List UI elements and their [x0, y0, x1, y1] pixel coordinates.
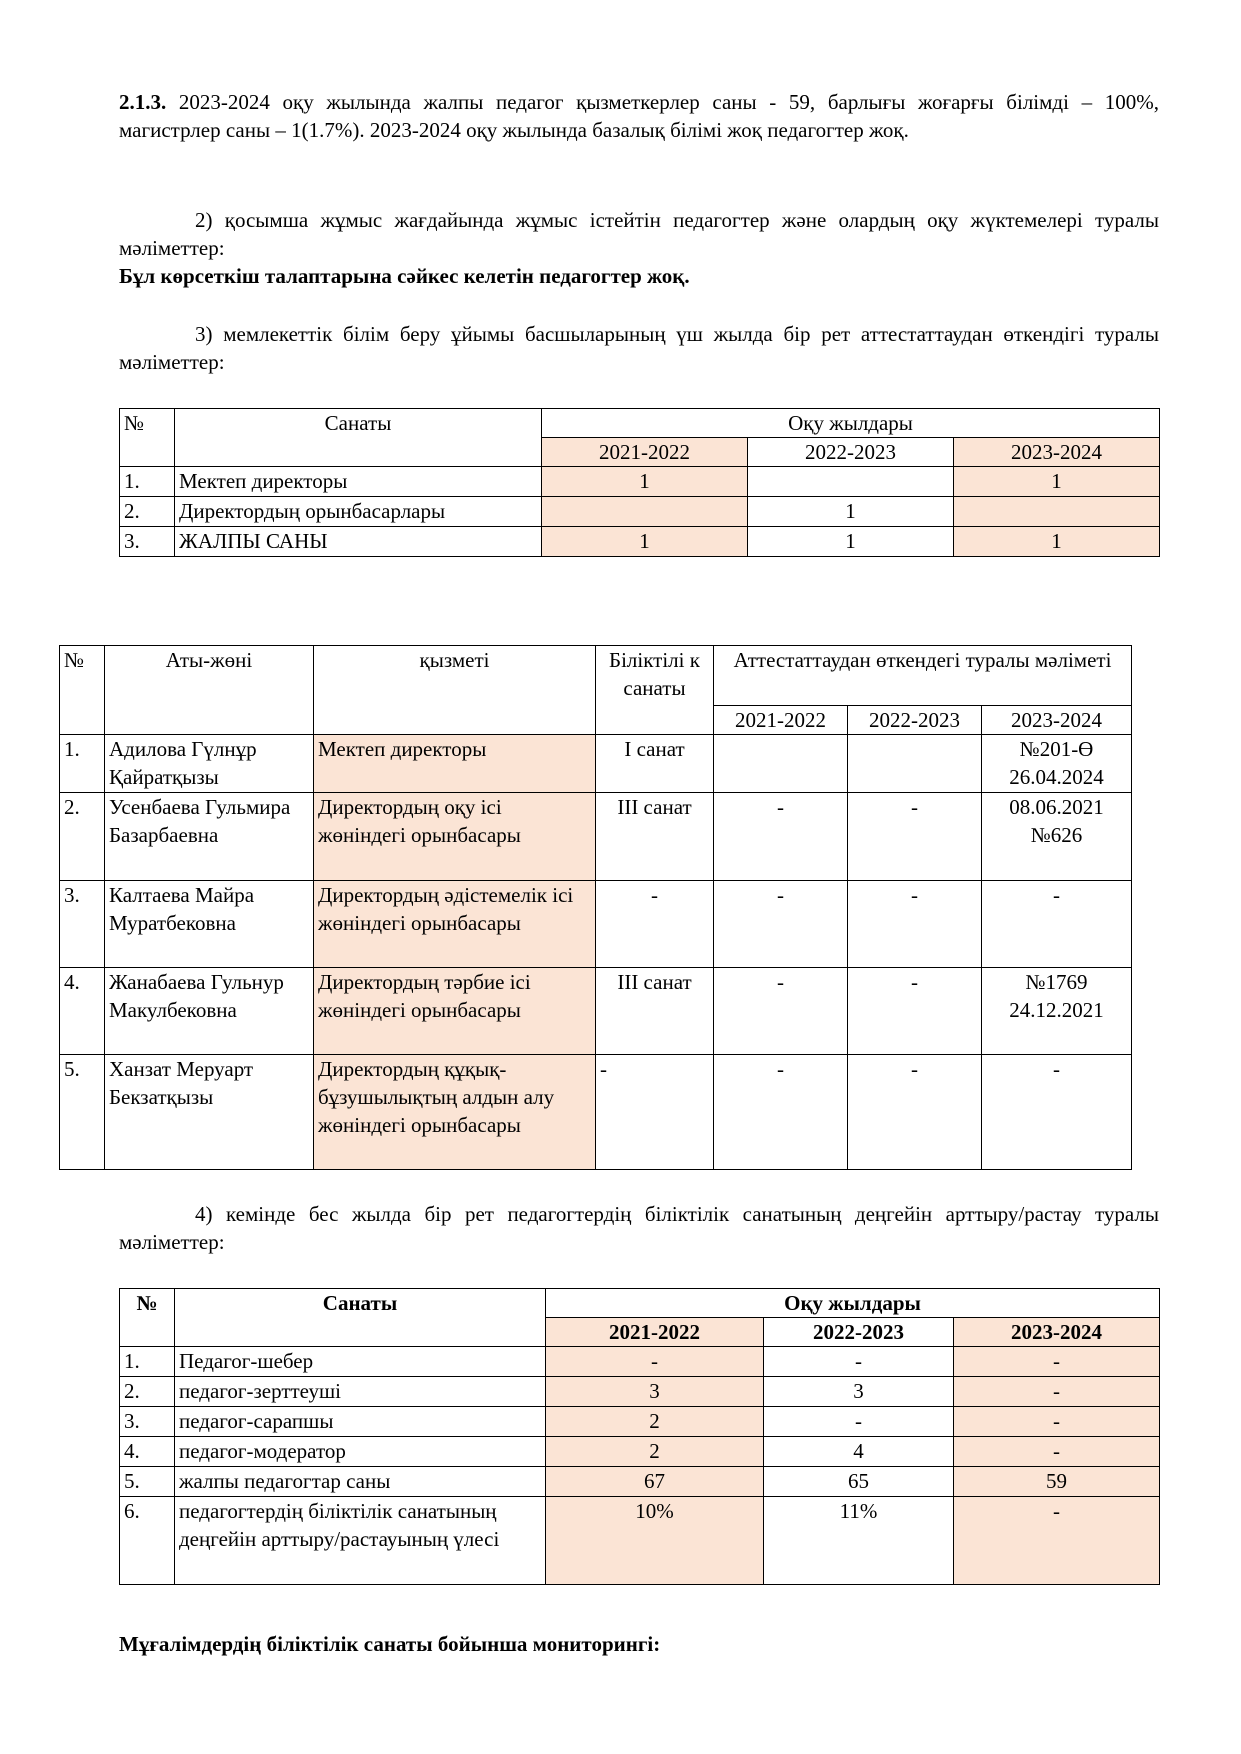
cell-value: -	[714, 968, 848, 1055]
cell-value: 08.06.2021 №626	[982, 793, 1132, 881]
row-number: 2.	[120, 1377, 175, 1407]
row-number: 2.	[60, 793, 105, 881]
monitoring-heading: Мұғалімдердің біліктілік санаты бойынша мониторингі:	[119, 1632, 661, 1656]
cell-value: -	[982, 881, 1132, 968]
row-number: 5.	[120, 1467, 175, 1497]
row-position: Мектеп директоры	[314, 735, 596, 793]
row-qualification: -	[596, 881, 714, 968]
row-number: 1.	[120, 467, 175, 497]
directors-attestation-table	[119, 408, 1160, 557]
cell-value: -	[764, 1407, 954, 1437]
cell-value: 3	[546, 1377, 764, 1407]
row-qualification: І санат	[596, 735, 714, 793]
year-header: 2021-2022	[714, 706, 848, 735]
section3-heading: 3) мемлекеттік білім беру ұйымы басшыларының үш жылда бір рет аттестаттаудан өткендігі туралы мәліметтер:	[119, 322, 1159, 374]
section2-heading: 2) қосымша жұмыс жағдайында жұмыс істейтін педагогтер және олардың оқу жүктемелері туралы мәліметтер:	[119, 208, 1159, 260]
cell-value: 65	[764, 1467, 954, 1497]
qualification-level-table	[119, 1288, 1160, 1585]
cell-value: 1	[954, 527, 1160, 557]
row-category: Мектеп директоры	[175, 467, 542, 497]
table-row	[120, 1467, 1160, 1497]
table-row	[120, 497, 1160, 527]
col-header-position: қызметі	[314, 646, 596, 735]
intro-paragraph	[119, 88, 1159, 144]
cell-value: -	[954, 1497, 1160, 1585]
cell-value: 59	[954, 1467, 1160, 1497]
table-row	[120, 1377, 1160, 1407]
row-number: 3.	[60, 881, 105, 968]
cell-value: 1	[954, 467, 1160, 497]
col-header-category: Санаты	[175, 409, 542, 467]
table-row	[60, 881, 1132, 968]
row-category: Директордың орынбасарлары	[175, 497, 542, 527]
table-row	[120, 527, 1160, 557]
row-name: Усенбаева Гульмира Базарбаевна	[105, 793, 314, 881]
cell-value: 3	[764, 1377, 954, 1407]
row-qualification: ІІІ санат	[596, 793, 714, 881]
table-row	[60, 968, 1132, 1055]
col-header-years: Оқу жылдары	[542, 409, 1160, 438]
table-row	[60, 1055, 1132, 1170]
row-number: 4.	[60, 968, 105, 1055]
cell-value	[748, 467, 954, 497]
year-header: 2022-2023	[764, 1318, 954, 1347]
year-header: 2021-2022	[542, 438, 748, 467]
table-row	[120, 1407, 1160, 1437]
cell-value: 2	[546, 1407, 764, 1437]
cell-value: 11%	[764, 1497, 954, 1585]
cell-value: -	[982, 1055, 1132, 1170]
table-row	[60, 735, 1132, 793]
row-category: педагог-модератор	[175, 1437, 546, 1467]
row-number: 4.	[120, 1437, 175, 1467]
cell-value: -	[954, 1437, 1160, 1467]
cell-value: -	[764, 1347, 954, 1377]
col-header-no: №	[60, 646, 105, 735]
row-category: педагогтердің біліктілік санатының деңгейін арттыру/растауының үлесі	[175, 1497, 546, 1585]
row-qualification: -	[596, 1055, 714, 1170]
cell-value: 1	[542, 467, 748, 497]
col-header-no: №	[120, 1289, 175, 1347]
col-header-years: Оқу жылдары	[546, 1289, 1160, 1318]
cell-value: 1	[542, 527, 748, 557]
table-row	[60, 793, 1132, 881]
row-number: 2.	[120, 497, 175, 527]
cell-value: -	[954, 1407, 1160, 1437]
cell-value: -	[714, 881, 848, 968]
row-category: жалпы педагогтар саны	[175, 1467, 546, 1497]
col-header-qualification: Біліктілі к санаты	[596, 646, 714, 735]
row-category: ЖАЛПЫ САНЫ	[175, 527, 542, 557]
row-name: Ханзат Меруарт Бекзатқызы	[105, 1055, 314, 1170]
cell-value: -	[848, 1055, 982, 1170]
row-position: Директордың құқық-бұзушылықтың алдын алу жөніндегі орынбасары	[314, 1055, 596, 1170]
row-number: 3.	[120, 527, 175, 557]
col-header-name: Аты-жөні	[105, 646, 314, 735]
cell-value	[848, 735, 982, 793]
row-position: Директордың оқу ісі жөніндегі орынбасары	[314, 793, 596, 881]
row-number: 3.	[120, 1407, 175, 1437]
row-name: Калтаева Майра Муратбековна	[105, 881, 314, 968]
cell-value: 10%	[546, 1497, 764, 1585]
intro-text: 2023-2024 оқу жылында жалпы педагог қызметкерлер саны - 59, барлығы жоғарғы білімді – 100%, магистрлер саны – 1(1.7%). 2023-2024 оқу жылында базалық білімі жоқ педагогтер жоқ.	[119, 90, 1159, 142]
year-header: 2023-2024	[982, 706, 1132, 735]
table-row	[120, 1497, 1160, 1585]
cell-value: 2	[546, 1437, 764, 1467]
row-number: 1.	[60, 735, 105, 793]
cell-value: -	[714, 793, 848, 881]
row-category: педагог-сарапшы	[175, 1407, 546, 1437]
table-row	[120, 1347, 1160, 1377]
cell-value: №1769 24.12.2021	[982, 968, 1132, 1055]
row-position: Директордың әдістемелік ісі жөніндегі орынбасары	[314, 881, 596, 968]
table-row	[120, 467, 1160, 497]
year-header: 2023-2024	[954, 1318, 1160, 1347]
row-category: педагог-зерттеуші	[175, 1377, 546, 1407]
year-header: 2021-2022	[546, 1318, 764, 1347]
row-position: Директордың тәрбие ісі жөніндегі орынбасары	[314, 968, 596, 1055]
row-number: 1.	[120, 1347, 175, 1377]
cell-value: 1	[748, 497, 954, 527]
row-name: Адилова Гүлнұр Қайратқызы	[105, 735, 314, 793]
cell-value: -	[848, 881, 982, 968]
cell-value: 4	[764, 1437, 954, 1467]
row-number: 6.	[120, 1497, 175, 1585]
section-number: 2.1.3.	[119, 90, 167, 114]
cell-value: 1	[748, 527, 954, 557]
row-category: Педагог-шебер	[175, 1347, 546, 1377]
cell-value	[714, 735, 848, 793]
leaders-attestation-table	[59, 645, 1132, 1170]
col-header-no: №	[120, 409, 175, 467]
row-qualification: ІІІ санат	[596, 968, 714, 1055]
year-header: 2022-2023	[748, 438, 954, 467]
cell-value	[542, 497, 748, 527]
table-row	[120, 1437, 1160, 1467]
cell-value: №201-Ө 26.04.2024	[982, 735, 1132, 793]
row-number: 5.	[60, 1055, 105, 1170]
cell-value: -	[954, 1377, 1160, 1407]
col-header-category: Санаты	[175, 1289, 546, 1347]
row-name: Жанабаева Гульнур Макулбековна	[105, 968, 314, 1055]
cell-value: -	[546, 1347, 764, 1377]
col-header-attestation: Аттестаттаудан өткендегі туралы мәліметі	[714, 646, 1132, 706]
section4-heading: 4) кемінде бес жылда бір рет педагогтердің біліктілік санатының деңгейін арттыру/растау туралы мәліметтер:	[119, 1202, 1159, 1254]
cell-value: 67	[546, 1467, 764, 1497]
cell-value	[954, 497, 1160, 527]
section2-note: Бұл көрсеткіш талаптарына сәйкес келетін педагогтер жоқ.	[119, 264, 690, 288]
cell-value: -	[848, 968, 982, 1055]
year-header: 2023-2024	[954, 438, 1160, 467]
cell-value: -	[714, 1055, 848, 1170]
cell-value: -	[954, 1347, 1160, 1377]
year-header: 2022-2023	[848, 706, 982, 735]
cell-value: -	[848, 793, 982, 881]
